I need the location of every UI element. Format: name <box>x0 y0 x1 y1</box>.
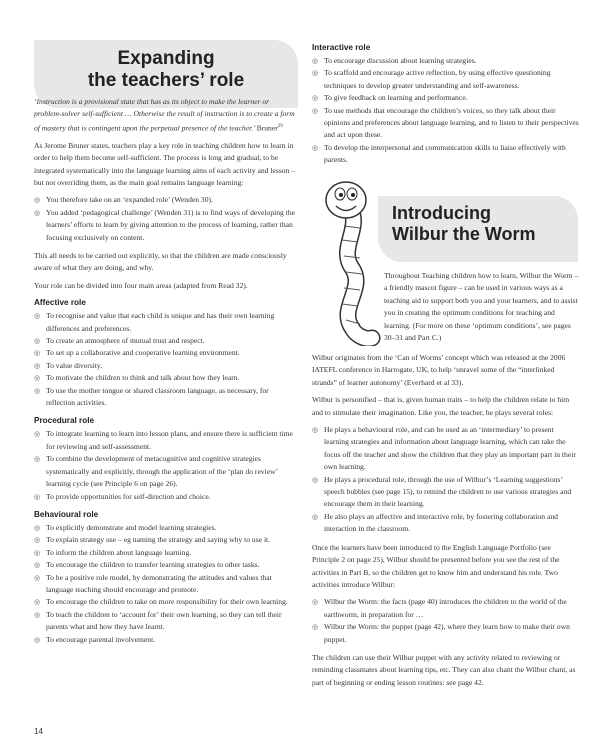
list-item-text: To encourage the children to take on more responsibility for their own learning. <box>46 597 288 607</box>
list-item <box>34 310 298 335</box>
opening-quote <box>34 96 298 135</box>
list-item-text: To explicitly demonstrate and model learning strategies. <box>46 522 217 532</box>
wilbur-roles-list <box>312 424 580 536</box>
list-item <box>312 424 580 474</box>
title-line-1: Expanding <box>117 48 215 69</box>
list-item <box>312 142 580 167</box>
list-item-text: To provide opportunities for self-direction and choice. <box>46 491 211 501</box>
list-item-text: To give feedback on learning and performance. <box>324 93 468 103</box>
bullet-icon: ◎ <box>34 312 41 321</box>
intro-paragraph: As Jerome Bruner states, teachers play a key role in teaching children how to learn in order to help them become self-sufficient. The process is long and gradual, to be integrated systematically into the language learning aims of each activity and lesson – but not overriding them, as the main goal remains language learning: <box>34 140 296 187</box>
bullet-icon: ◎ <box>312 57 319 65</box>
list-item-text: To inform the children about language learning. <box>46 547 192 557</box>
bullet-icon: ◎ <box>312 623 319 632</box>
list-item <box>34 572 298 597</box>
bullet-icon: ◎ <box>34 523 41 532</box>
list-item <box>34 522 298 534</box>
list-item-text: To use the mother tongue or shared classroom language, as necessary, for reflection activities. <box>46 385 269 408</box>
bullet-icon: ◎ <box>312 143 319 152</box>
wilbur-intro-block <box>384 270 580 349</box>
list-item-text: To use methods that encourage the children’s voices, so they talk about their opinions and preferences about language learning, and to listen to their perspectives and act upon these. <box>324 105 579 140</box>
list-item-text: To value diversity. <box>46 360 103 370</box>
intro-bullets <box>34 194 298 244</box>
behavioural-role-list <box>34 522 298 646</box>
page-title <box>34 40 298 92</box>
origin-paragraph: Wilbur originates from the ‘Can of Worms’ concept which was released at the 2006 IATEFL conference in Harrogate, UK, to help ‘unravel some of the “interlinked strands” of learner autonomy’ (Everhard et al 33). <box>312 353 566 387</box>
bullet-icon: ◎ <box>312 106 319 115</box>
right-column-top <box>312 42 580 173</box>
list-item <box>312 55 580 67</box>
bullet-icon: ◎ <box>34 610 41 619</box>
list-item <box>312 596 580 621</box>
list-item <box>34 335 298 347</box>
bullet-icon: ◎ <box>34 548 41 557</box>
quote-reference: 29 <box>277 123 283 129</box>
list-item-text: To teach the children to ‘account for’ their own learning, so they can tell their parents what and how they have learnt. <box>46 609 282 632</box>
bullet-icon: ◎ <box>312 94 319 103</box>
list-item <box>34 385 298 410</box>
bullet-icon: ◎ <box>34 536 41 545</box>
list-item <box>34 194 298 206</box>
list-item-text: To be a positive role model, by demonstrating the attitudes and values that language teaching should encourage and promote. <box>46 572 272 594</box>
bullet-icon: ◎ <box>34 196 41 205</box>
bullet-icon: ◎ <box>34 573 41 582</box>
procedural-role-heading: Procedural role <box>34 416 95 426</box>
list-item-text: To integrate learning to learn into lesson plans, and ensure there is sufficient time for reviewing and self-assessment. <box>46 429 293 451</box>
list-item <box>34 547 298 559</box>
bullet-icon: ◎ <box>34 361 41 370</box>
bullet-icon: ◎ <box>34 492 41 501</box>
quote-text: ‘Instruction is a provisional state that has as its object to make the learner or problem-solver self-sufficient … Otherwise the result of instruction is to create a form of mastery that is contingent upon the perpetual presence of the teacher.’ <box>34 97 295 133</box>
list-item <box>34 634 298 646</box>
list-item-text: To set up a collaborative and cooperative learning environment. <box>46 348 240 358</box>
page-number: 14 <box>34 727 43 736</box>
wilbur-title-line-2: Wilbur the Worm <box>392 224 536 244</box>
list-item-text: To explain strategy use – eg naming the strategy and saying why to use it. <box>46 535 271 545</box>
bullet-icon: ◎ <box>34 598 41 607</box>
closing-paragraph: The children can use their Wilbur puppet with any activity related to reviewing or reminding classmates about learning tips, etc. They can also chant the Wilbur chant, as part of beginning or ending lesson routines: see page 42. <box>312 652 576 687</box>
affective-role-list <box>34 310 298 409</box>
list-item <box>312 92 580 104</box>
bullet-icon: ◎ <box>34 349 41 358</box>
list-item <box>34 207 298 244</box>
list-item <box>34 372 298 384</box>
bullet-icon: ◎ <box>34 635 41 644</box>
list-item-text: He also plays an affective and interactive role, by fostering collaboration and interaction in the classroom. <box>324 511 558 534</box>
interactive-role-heading: Interactive role <box>312 43 371 52</box>
list-item-text: To combine the development of metacognitive and cognitive strategies systematically and explicitly, through the application of the ‘plan do review’ learning cycle (see Principle 6 on page 26). <box>46 454 278 489</box>
bullet-icon: ◎ <box>312 475 319 484</box>
wilbur-title-line-1: Introducing <box>392 203 491 223</box>
procedural-role-list <box>34 428 298 502</box>
list-item-text: To recognise and value that each child is unique and has their own learning differences and preferences. <box>46 311 275 333</box>
quote-attribution: Bruner <box>256 123 278 133</box>
bullet-icon: ◎ <box>34 455 41 464</box>
bullet-icon: ◎ <box>34 430 41 439</box>
bullet-icon: ◎ <box>34 337 41 346</box>
list-item-text: To encourage the children to transfer learning strategies to other tasks. <box>46 560 260 570</box>
wilbur-activities-list <box>312 596 580 646</box>
bullet-icon: ◎ <box>34 208 41 217</box>
wilbur-title <box>378 196 578 245</box>
bullet-icon: ◎ <box>312 69 319 78</box>
list-item-text: He plays a behavioural role, and can be used as an ‘intermediary’ to present learning strategies and information about language learning, which can take the focus off the teacher and show the children that they play an important part in their own learning. <box>324 425 576 472</box>
list-item-text: To create an atmosphere of mutual trust and respect. <box>46 336 205 346</box>
list-item <box>34 360 298 372</box>
list-item <box>34 453 298 490</box>
personified-paragraph: Wilbur is personified – that is, given human traits – to help the children relate to him and to stimulate their imagination. Like you, the teacher, he plays several roles: <box>312 395 570 417</box>
list-item <box>34 609 298 634</box>
list-item-text: Wilbur the Worm: the facts (page 40) introduces the children to the world of the earthworm, in preparation for … <box>324 597 567 619</box>
list-item-text: To develop the interpersonal and communication skills to liaise effectively with parents. <box>324 142 566 165</box>
bullet-icon: ◎ <box>312 426 319 435</box>
right-column-bottom <box>312 352 580 694</box>
list-item <box>34 428 298 453</box>
explicit-paragraph: This all needs to be carried out explicitly, so that the children are made consciously aware of what they are doing, and why. <box>34 251 287 273</box>
portfolio-paragraph: Once the learners have been introduced to the English Language Portfolio (see Principle 2 on page 25), Wilbur should be presented before you see the rest of the activities in Part B, so the children get to know him and understand his role. Two activities introduce Wilbur: <box>312 542 560 589</box>
list-item <box>312 511 580 536</box>
left-column <box>34 96 298 652</box>
list-item <box>34 347 298 359</box>
list-item <box>34 596 298 608</box>
divide-paragraph: Your role can be divided into four main areas (adapted from Read 32). <box>34 280 248 290</box>
list-item <box>312 474 580 511</box>
list-item-text: You added ‘pedagogical challenge’ (Wenden 31) is to find ways of developing the learners’ efforts to learn by giving attention to the process of learning, rather than focusing exclusively on content. <box>46 207 295 242</box>
wilbur-title-box <box>378 196 578 262</box>
list-item-text: To encourage discussion about learning strategies. <box>324 56 477 65</box>
behavioural-role-heading: Behavioural role <box>34 509 99 519</box>
list-item-text: To scaffold and encourage active reflection, by using effective questioning techniques to develop greater understanding and self-awareness. <box>324 68 551 90</box>
list-item-text: Wilbur the Worm: the puppet (page 42), where they learn how to make their own puppet. <box>324 622 570 644</box>
bullet-icon: ◎ <box>34 386 41 395</box>
bullet-icon: ◎ <box>34 561 41 570</box>
list-item <box>34 534 298 546</box>
list-item-text: To motivate the children to think and talk about how they learn. <box>46 373 240 383</box>
interactive-role-list <box>312 55 580 167</box>
wilbur-worm-illustration <box>316 168 382 346</box>
list-item <box>312 105 580 142</box>
list-item-text: He plays a procedural role, through the use of Wilbur’s ‘Learning suggestions’ speech bubbles (see page 15), to remind the children to use various strategies and encourage them in their learning. <box>324 474 572 509</box>
list-item-text: You therefore take on an ‘expanded role’ (Wenden 30). <box>46 195 213 205</box>
affective-role-heading: Affective role <box>34 298 86 308</box>
list-item <box>312 67 580 92</box>
bullet-icon: ◎ <box>34 374 41 383</box>
list-item <box>312 621 580 646</box>
wilbur-intro-paragraph: Throughout Teaching children how to learn, Wilbur the Worm – a friendly mascot figure – can be used in various ways as a teaching aid to support both you and your learners, and to assist you in creating the optimum conditions for teaching and learning. (For more on these ‘optimum conditions’, see pages 30–31 and Part C.) <box>384 271 579 343</box>
list-item <box>34 559 298 571</box>
bullet-icon: ◎ <box>312 512 319 521</box>
bullet-icon: ◎ <box>312 598 319 607</box>
list-item-text: To encourage parental involvement. <box>46 634 156 644</box>
title-line-2: the teachers’ role <box>87 70 245 91</box>
list-item <box>34 491 298 503</box>
